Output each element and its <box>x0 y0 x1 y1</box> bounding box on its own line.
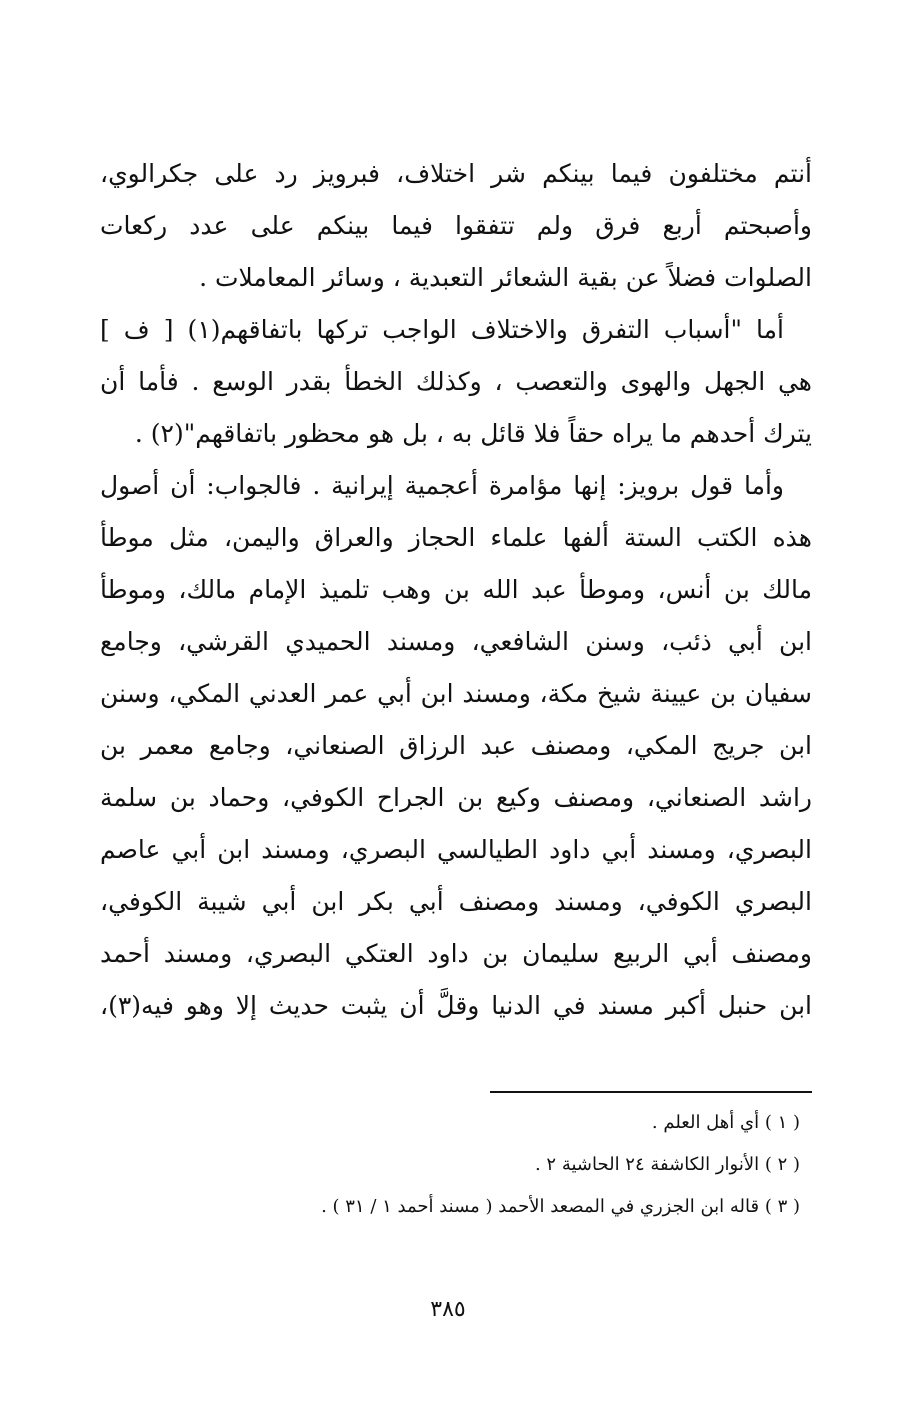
footnote-separator <box>490 1091 812 1093</box>
text-line: ومصنف أبي الربيع سليمان بن داود العتكي البصري، ومسند أحمد <box>100 939 812 968</box>
text-line: يترك أحدهم ما يراه حقاً فلا قائل به ، بل هو محظور باتفاقهم"(٢) . <box>134 419 812 448</box>
text-line: أما "أسباب التفرق والاختلاف الواجب تركها باتفاقهم(١) [ ف ] <box>100 315 784 344</box>
footnote-item: ( ١ ) أي أهل العلم . <box>651 1112 800 1133</box>
text-line: ابن حنبل أكبر مسند في الدنيا وقلَّ أن يثبت حديث إلا وهو فيه(٣)، <box>100 991 812 1020</box>
text-line: ابن أبي ذئب، وسنن الشافعي، ومسند الحميدي القرشي، وجامع <box>100 627 812 656</box>
text-line: البصري الكوفي، ومسند ومصنف أبي بكر ابن أبي شيبة الكوفي، <box>100 887 812 916</box>
text-line: سفيان بن عيينة شيخ مكة، ومسند ابن أبي عمر العدني المكي، وسنن <box>100 679 812 708</box>
text-line: وأما قول برويز: إنها مؤامرة أعجمية إيرانية . فالجواب: أن أصول <box>100 471 784 500</box>
text-line: راشد الصنعاني، ومصنف وكيع بن الجراح الكوفي، وحماد بن سلمة <box>100 783 812 812</box>
body-text <box>100 148 812 1032</box>
text-line: أنتم مختلفون فيما بينكم شر اختلاف، فبرويز رد على جكرالوي، <box>100 159 812 188</box>
text-line: البصري، ومسند أبي داود الطيالسي البصري، ومسند ابن أبي عاصم <box>100 835 812 864</box>
page-number: ٣٨٥ <box>430 1297 466 1322</box>
footnote-item: ( ٢ ) الأنوار الكاشفة ٢٤ الحاشية ٢ . <box>534 1154 800 1175</box>
text-line: وأصبحتم أربع فرق ولم تتفقوا فيما بينكم على عدد ركعات <box>100 211 812 240</box>
footnote-item: ( ٣ ) قاله ابن الجزري في المصعد الأحمد ( مسند أحمد ١ / ٣١ ) . <box>321 1196 800 1217</box>
text-line: مالك بن أنس، وموطأ عبد الله بن وهب تلميذ الإمام مالك، وموطأ <box>100 575 812 604</box>
footnotes <box>200 1102 800 1228</box>
text-line: هذه الكتب الستة ألفها علماء الحجاز والعراق واليمن، مثل موطأ <box>100 523 812 552</box>
text-line: ابن جريج المكي، ومصنف عبد الرزاق الصنعاني، وجامع معمر بن <box>100 731 812 760</box>
text-line: هي الجهل والهوى والتعصب ، وكذلك الخطأ بقدر الوسع . فأما أن <box>100 367 812 396</box>
text-line: الصلوات فضلاً عن بقية الشعائر التعبدية ، وسائر المعاملات . <box>199 263 812 292</box>
